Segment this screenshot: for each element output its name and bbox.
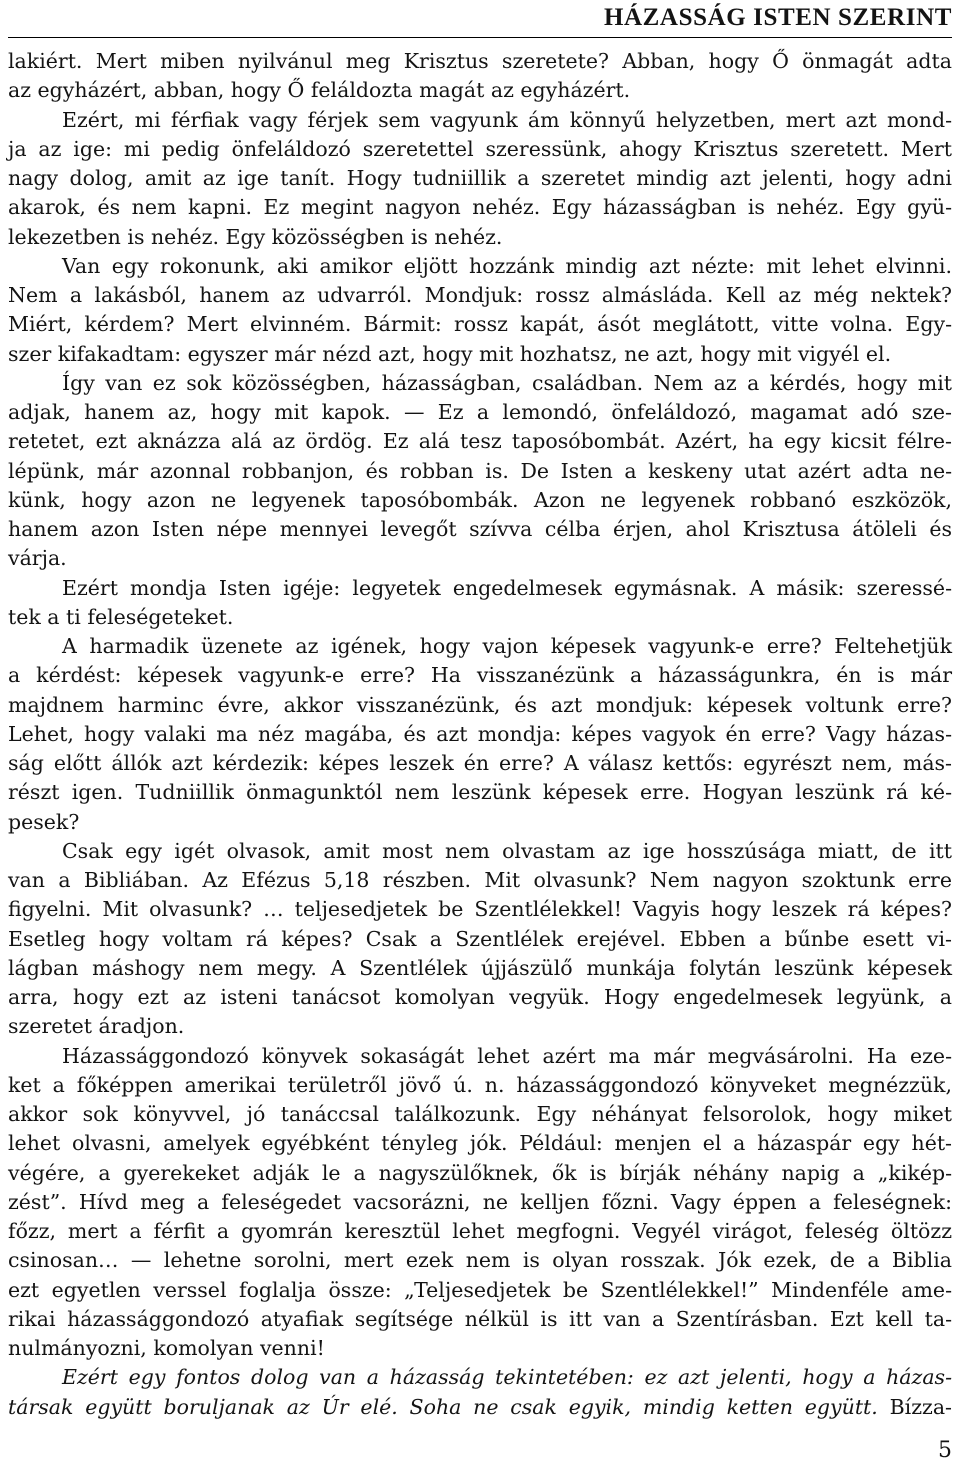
text-line: lekezetben is nehéz. Egy közösségben is nehéz.: [8, 224, 503, 249]
text-line: nulmányozni, komolyan venni!: [8, 1336, 325, 1360]
text-line: akarok, és nem kapni. Ez megint nagyon nehéz. Egy házasságban is nehéz. Egy gyü-: [8, 195, 952, 220]
running-header: HÁZASSÁG ISTEN SZERINT: [603, 4, 952, 31]
regular-text: Bízza-: [889, 1394, 952, 1419]
paragraph: [8, 369, 952, 574]
text-line: szer kifakadtam: egyszer már nézd azt, hogy mit hozhatsz, ne azt, hogy mit vigyél el.: [8, 341, 892, 366]
text-line: [8, 1363, 952, 1392]
text-line: künk, hogy azon ne legyenek taposóbombák. Azon ne legyenek robbanó eszközök,: [8, 487, 952, 512]
text-line: nagy dolog, amit az ige tanít. Hogy tudniillik a szeretet mindig azt jelenti, hogy adni: [8, 166, 952, 190]
text-line: Miért, kérdem? Mert elvinném. Bármit: rossz kapát, ásót meglátott, vitte volna. Egy-: [8, 312, 952, 337]
text-line: A harmadik üzenete az igének, hogy vajon képesek vagyunk-e erre? Feltehetjük: [62, 634, 952, 658]
text-line: akkor sok könyvvel, jó tanáccsal találkozunk. Egy néhányat felsorolok, hogy miket: [8, 1102, 952, 1126]
text-line: ság előtt állók azt kérdezik: képes leszek én erre? A válasz kettős: egyrészt nem, más-: [8, 751, 952, 775]
text-line: van a Bibliában. Az Efézus 5,18 részben. Mit olvasunk? Nem nagyon szoktunk erre: [8, 868, 952, 892]
text-line: retetet, ezt aknázza alá az ördög. Ez alá tesz taposóbombát. Azért, ha egy kicsit félre-: [8, 429, 952, 454]
text-line: csinosan… — lehetne sorolni, mert ezek nem is olyan rosszak. Jók ezek, de a Biblia: [8, 1248, 952, 1273]
text-line: lágban máshogy nem megy. A Szentlélek újjászülő munkája folytán leszünk képesek: [8, 955, 952, 980]
text-line: Esetleg hogy voltam rá képes? Csak a Szentlélek erejével. Ebben a bűnbe esett vi-: [8, 926, 952, 951]
text-line: szeretet áradjon.: [8, 1014, 185, 1039]
text-line: lakiért. Mert miben nyilvánul meg Krisztus szeretete? Abban, hogy Ő önmagát adta: [8, 49, 952, 73]
text-line: Házassággondozó könyvek sokaságát lehet azért ma már megvásárolni. Ha eze-: [62, 1043, 952, 1068]
text-line: tek a ti feleségeteket.: [8, 604, 234, 629]
paragraph: [8, 1363, 952, 1422]
text-line: zést”. Hívd meg a feleségedet vacsorázni, ne kelljen főzni. Vagy éppen a feleségnek:: [8, 1189, 952, 1214]
text-line: Így van ez sok közösségben, házasságban, családban. Nem az a kérdés, hogy mit: [62, 370, 952, 395]
text-line: az egyházért, abban, hogy Ő feláldozta magát az egyházért.: [8, 78, 631, 103]
text-line: rikai házassággondozó atyafiak segítsége nélkül is itt van a Szentírásban. Ezt kell ta-: [8, 1306, 952, 1331]
paragraph: [8, 1042, 952, 1364]
text-line: Lehet, hogy valaki ma néz magába, és azt mondja: képes vagyok én erre? Vagy házas-: [8, 721, 952, 746]
paragraph: [8, 47, 952, 106]
paragraph: [8, 252, 952, 369]
text-line: ja az ige: mi pedig önfeláldozó szeretettel szeressünk, ahogy Krisztus szeretett. Mert: [8, 136, 952, 161]
text-line: figyelni. Mit olvasunk? … teljesedjetek be Szentlélekkel! Vagyis hogy leszek rá képes?: [8, 897, 952, 922]
text-line: arra, hogy ezt az isteni tanácsot komolyan vegyük. Hogy engedelmesek legyünk, a: [8, 985, 952, 1009]
body-text: [8, 47, 952, 1422]
paragraph: [8, 106, 952, 252]
text-line: Nem a lakásból, hanem az udvarról. Mondjuk: rossz almásláda. Kell az még nektek?: [8, 283, 952, 307]
paragraph: [8, 837, 952, 1042]
italic-text: Ezért egy fontos dolog van a házasság tekintetében: ez azt jelenti, hogy a házas-: [62, 1365, 952, 1390]
text-line: [8, 1393, 952, 1422]
text-line: adjak, hanem az, hogy mit kapok. — Ez a lemondó, önfeláldozó, magamat adó sze-: [8, 400, 952, 424]
paragraph: [8, 632, 952, 837]
text-line: ket a főképpen amerikai területről jövő ú. n. házassággondozó könyveket megnézzük,: [8, 1072, 952, 1097]
text-line: ezt egyetlen verssel foglalja össze: „Teljesedjetek be Szentlélekkel!” Mindenféle ame-: [8, 1277, 952, 1302]
text-line: pesek?: [8, 809, 80, 834]
page-number: 5: [938, 1438, 952, 1463]
text-line: részt igen. Tudniillik önmagunktól nem leszünk képesek erre. Hogyan leszünk rá ké-: [8, 780, 952, 805]
text-line: hanem azon Isten népe mennyei levegőt szívva célba érjen, ahol Krisztusa átöleli és: [8, 517, 952, 541]
text-line: Csak egy igét olvasok, amit most nem olvastam az ige hosszúsága miatt, de itt: [62, 838, 952, 863]
italic-text: társak együtt boruljanak az Úr elé. Soha ne csak egyik, mindig ketten együtt.: [8, 1394, 878, 1419]
text-line: Van egy rokonunk, aki amikor eljött hozzánk mindig azt nézte: mit lehet elvinni.: [62, 253, 952, 278]
header-rule: [8, 37, 952, 38]
text-line: várja.: [8, 546, 67, 571]
text-line: majdnem harminc évre, akkor visszanézünk, és azt mondjuk: képesek voltunk erre?: [8, 692, 952, 717]
text-line: a kérdést: képesek vagyunk-e erre? Ha visszanézünk a házasságunkra, én is már: [8, 663, 952, 688]
text-line: végére, a gyerekeket adják le a nagyszülőknek, ők is bírják néhány napig a „kikép-: [8, 1160, 952, 1185]
paragraph: [8, 574, 952, 633]
text-line: Ezért mondja Isten igéje: legyetek engedelmesek egymásnak. A másik: szeressé-: [62, 575, 952, 600]
text-line: Ezért, mi férfiak vagy férjek sem vagyunk ám könnyű helyzetben, mert azt mond-: [62, 107, 952, 132]
text-line: főzz, mert a férfit a gyomrán keresztül lehet megfogni. Vegyél virágot, feleség öltözz: [8, 1219, 952, 1243]
text-line: lépünk, már azonnal robbanjon, és robban is. De Isten a keskeny utat azért adta ne-: [8, 458, 952, 483]
text-line: lehet olvasni, amelyek egyébként tényleg jók. Például: menjen el a házaspár egy hét-: [8, 1131, 952, 1156]
